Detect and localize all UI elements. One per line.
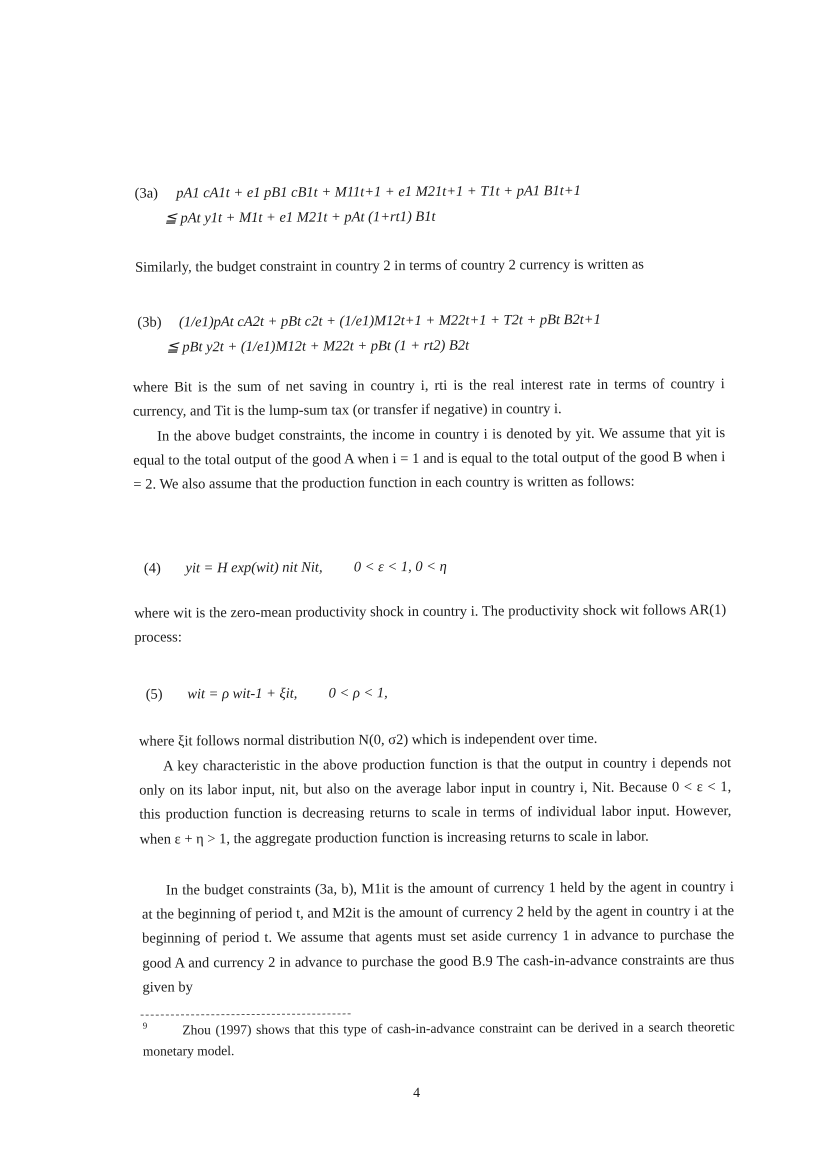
equation-4: [144, 555, 447, 581]
equation-line: pA1 cA1t + e1 pB1 cB1t + M11t+1 + e1 M21t+1 + T1t + pA1 B1t+1: [176, 182, 581, 202]
paragraph-savings-definition: where Bit is the sum of net saving in country i, rti is the real interest rate in terms of country i currency, and Tit is the lump-sum tax (or transfer if negative) in country i.: [132, 376, 725, 420]
equation-5: [146, 681, 388, 706]
page-number: 4: [413, 1085, 421, 1102]
footnote-text: Zhou (1997) shows that this type of cash-in-advance constraint can be derived in a search theoretic monetary model.: [142, 1019, 735, 1059]
paragraph-productivity-shock: where wit is the zero-mean productivity shock in country i. The productivity shock wit follows AR(1) process:: [134, 602, 727, 646]
paragraph-similarly: Similarly, the budget constraint in country 2 in terms of country 2 currency is written as: [135, 256, 644, 276]
equation-condition: 0 < ε < 1, 0 < η: [353, 558, 447, 576]
equation-line: ≦ pBt y2t + (1/e1)M12t + M22t + pBt (1 + rt2) B2t: [166, 337, 470, 356]
equation-label: (3b): [137, 314, 162, 331]
equation-label: (3a): [134, 185, 158, 202]
equation-3a-line2: [165, 205, 436, 231]
paragraph-cash-in-advance: In the budget constraints (3a, b), M1it is the amount of currency 1 held by the agent in country i at the beginning of period t, and M2it is the amount of currency 2 held by the agent in country i at the beginning of period t. We assume that agents must set aside currency 1 in advance to purchase the good A and currency 2 in advance to purchase the good B.9 The cash-in-advance constraints are thus given by: [141, 879, 735, 996]
paragraph-income: In the above budget constraints, the income in country i is denoted by yit. We assume that yit is equal to the total output of the good A when i = 1 and is equal to the total output of the good B when i = 2. We also assume that the production function in each country is written as follows:: [133, 425, 726, 494]
equation-label: (5): [145, 686, 163, 703]
paragraph-normal-distribution: where ξit follows normal distribution N(0, σ2) which is independent over time.: [138, 730, 598, 750]
equation-label: (4): [143, 560, 161, 577]
equation-line: (1/e1)pAt cA2t + pBt c2t + (1/e1)M12t+1 + M22t+1 + T2t + pBt B2t+1: [178, 311, 601, 331]
equation-3b: [137, 308, 601, 335]
equation-body: wit = ρ wit-1 + ξit,: [187, 685, 298, 703]
equation-3a: [135, 179, 581, 206]
footnote-divider: [141, 1013, 351, 1015]
equation-body: yit = H exp(wit) nit Nit,: [185, 559, 323, 577]
equation-3b-line2: [166, 334, 469, 360]
footnote-mark: 9: [142, 1020, 148, 1031]
paragraph-key-characteristic: A key characteristic in the above production function is that the output in country i depends not only on its labor input, nit, but also on the average labor input in country i, Nit. Because 0 < ε < 1, this production function is decreasing returns to scale in terms of individual labor input. However, when ε + η > 1, the aggregate production function is increasing returns to scale in labor.: [139, 755, 732, 848]
footnote: [143, 1016, 735, 1062]
equation-line: ≦ pAt y1t + M1t + e1 M21t + pAt (1+rt1) B1t: [164, 208, 436, 227]
equation-condition: 0 < ρ < 1,: [328, 685, 388, 702]
